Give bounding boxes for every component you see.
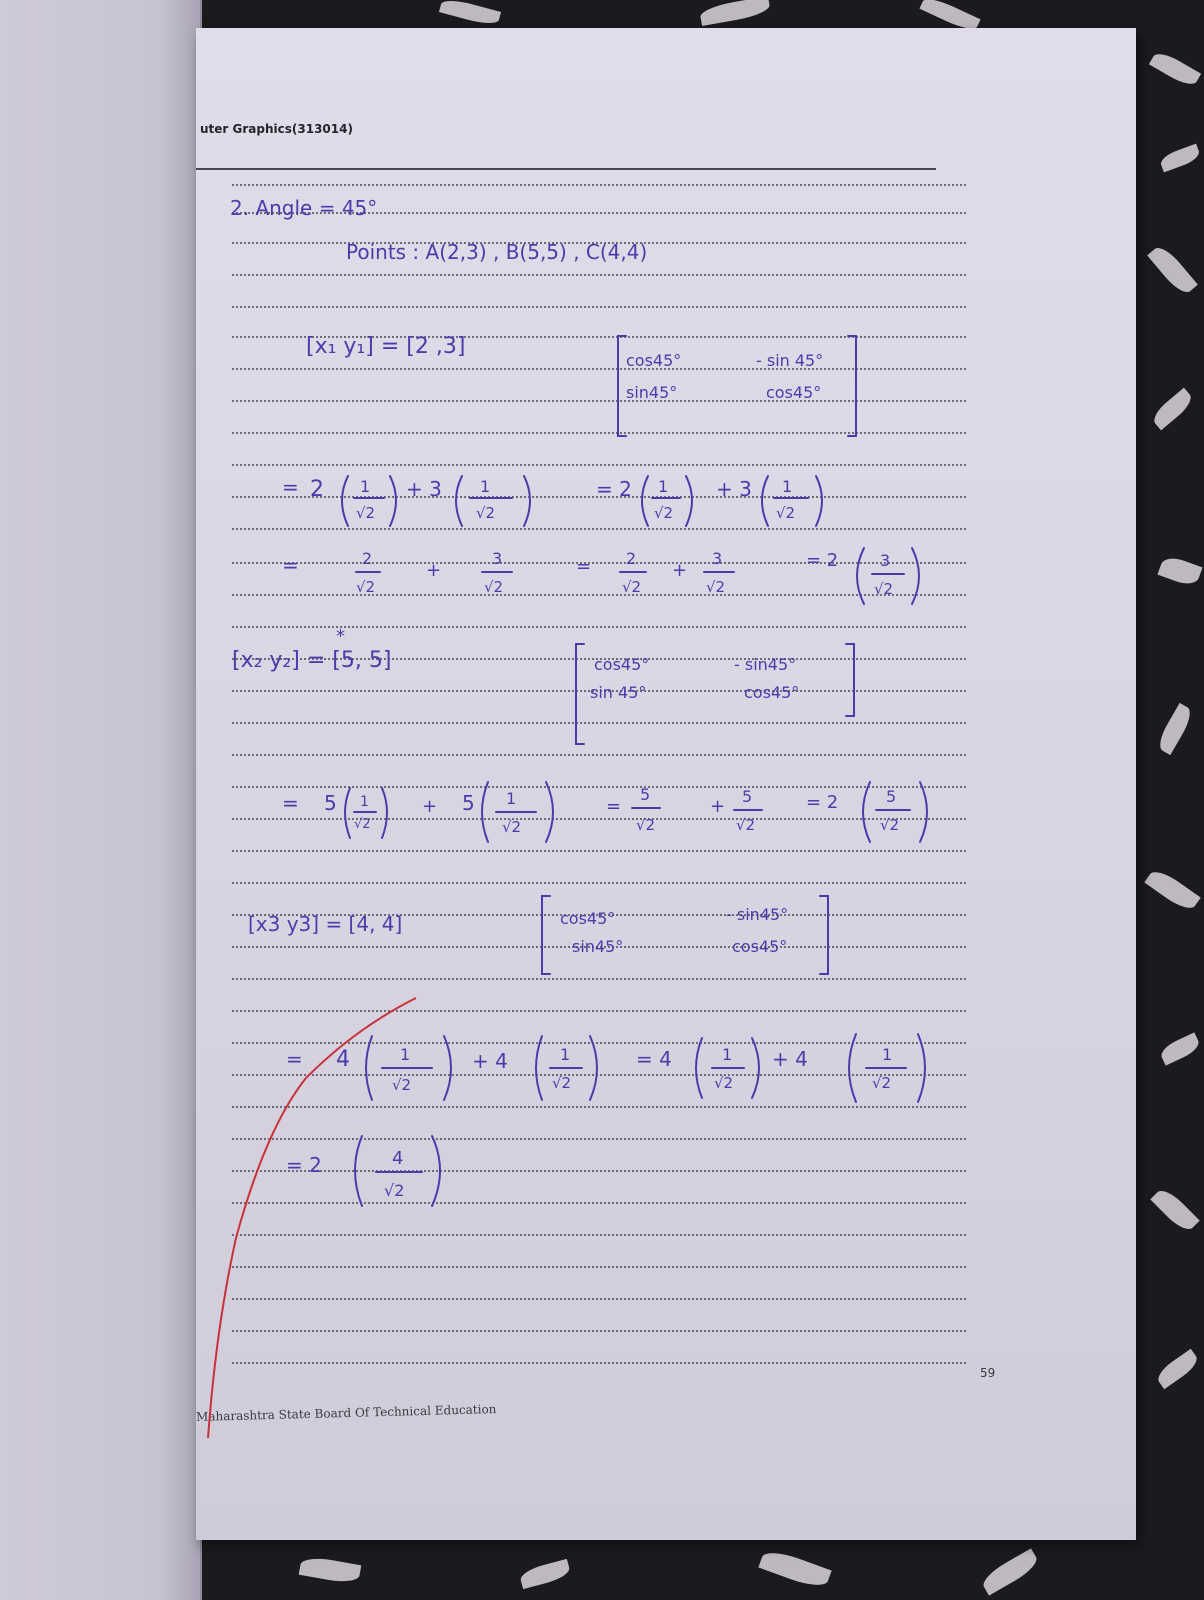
svg-text:1: 1 — [360, 794, 369, 810]
m22: cos45° — [766, 383, 822, 402]
ruled-line — [232, 306, 966, 308]
svg-text:1: 1 — [506, 789, 517, 808]
svg-text:√2: √2 — [392, 1076, 412, 1094]
svg-text:√2: √2 — [356, 504, 376, 522]
svg-text:√2: √2 — [880, 816, 900, 834]
svg-text:cos45°: cos45° — [744, 683, 800, 702]
svg-text:1: 1 — [722, 1045, 733, 1064]
svg-text:√2: √2 — [354, 817, 371, 832]
svg-text:2: 2 — [310, 477, 324, 502]
svg-text:=: = — [606, 796, 622, 817]
svg-text:= 2: = 2 — [806, 550, 839, 571]
step3-lhs: [x3 y3] = [4, 4] — [248, 912, 403, 936]
step2-lhs: [x₂ y₂] = [5, 5] — [232, 648, 392, 673]
step2-matrix — [574, 640, 874, 750]
step2-expansion — [276, 776, 976, 856]
svg-text:√2: √2 — [484, 578, 504, 596]
board-footer: Maharashtra State Board Of Technical Education — [195, 1402, 497, 1424]
svg-text:+ 4: + 4 — [472, 1049, 508, 1073]
svg-text:= 2: = 2 — [806, 792, 839, 813]
svg-text:1: 1 — [782, 477, 793, 496]
header-rule — [196, 168, 936, 170]
paren — [342, 476, 348, 526]
svg-text:2: 2 — [626, 549, 637, 568]
step3-matrix — [536, 890, 836, 980]
svg-text:+: + — [422, 796, 438, 817]
ruled-line — [232, 184, 966, 186]
m11: cos45° — [626, 351, 682, 370]
svg-text:1: 1 — [560, 1045, 571, 1064]
svg-text:+ 3: + 3 — [406, 477, 442, 501]
svg-text:1: 1 — [480, 477, 491, 496]
svg-text:=: = — [286, 1047, 303, 1071]
m21: sin45° — [626, 383, 678, 402]
svg-text:√2: √2 — [552, 1074, 572, 1092]
question-angle: 2. Angle = 45° — [230, 196, 378, 220]
svg-text:+ 3: + 3 — [716, 477, 752, 501]
course-header: uter Graphics(313014) — [200, 122, 353, 136]
m12: - sin 45° — [756, 351, 824, 370]
svg-text:5: 5 — [324, 791, 337, 815]
step1-result — [276, 542, 976, 612]
svg-text:5: 5 — [742, 787, 753, 806]
step1-expansion — [276, 466, 976, 536]
svg-text:+: + — [672, 560, 688, 581]
step2-star: * — [336, 626, 345, 647]
svg-text:√2: √2 — [356, 578, 376, 596]
svg-text:3: 3 — [492, 549, 503, 568]
step1-matrix — [616, 328, 876, 438]
ruled-line — [232, 754, 966, 756]
svg-text:5: 5 — [886, 787, 897, 806]
svg-text:4: 4 — [336, 1047, 350, 1072]
svg-text:√2: √2 — [714, 1074, 734, 1092]
svg-text:=: = — [282, 791, 299, 815]
svg-text:√2: √2 — [622, 578, 642, 596]
ruled-line — [232, 274, 966, 276]
svg-text:+ 4: + 4 — [772, 1047, 808, 1071]
svg-text:√2: √2 — [776, 504, 796, 522]
svg-text:4: 4 — [392, 1148, 404, 1169]
svg-text:+: + — [426, 560, 442, 581]
svg-text:2: 2 — [362, 549, 373, 568]
svg-text:3: 3 — [712, 549, 723, 568]
svg-text:1: 1 — [882, 1045, 893, 1064]
svg-text:√2: √2 — [874, 580, 894, 598]
svg-text:cos45°: cos45° — [732, 937, 788, 956]
matrix-bracket-right — [848, 336, 856, 436]
question-points: Points : A(2,3) , B(5,5) , C(4,4) — [346, 240, 648, 264]
svg-text:cos45°: cos45° — [560, 909, 616, 928]
svg-text:sin 45°: sin 45° — [590, 683, 647, 702]
svg-text:= 2: = 2 — [286, 1153, 322, 1177]
page-number: 59 — [980, 1366, 996, 1380]
svg-text:1: 1 — [658, 477, 669, 496]
left-book-page — [0, 0, 202, 1600]
svg-text:5: 5 — [462, 791, 475, 815]
svg-text:+: + — [710, 796, 726, 817]
svg-text:√2: √2 — [384, 1181, 405, 1200]
red-check-mark-icon — [196, 988, 456, 1448]
svg-text:sin45°: sin45° — [572, 937, 624, 956]
svg-text:=: = — [282, 553, 299, 577]
step1-lhs: [x₁ y₁] = [2 ,3] — [306, 334, 466, 359]
ruled-line — [232, 882, 966, 884]
svg-text:= 4: = 4 — [636, 1047, 672, 1071]
svg-text:√2: √2 — [636, 816, 656, 834]
svg-text:1: 1 — [400, 1045, 411, 1064]
svg-text:√2: √2 — [706, 578, 726, 596]
svg-text:√2: √2 — [872, 1074, 892, 1092]
svg-text:5: 5 — [640, 785, 651, 804]
svg-text:1: 1 — [360, 477, 371, 496]
svg-text:√2: √2 — [654, 504, 674, 522]
svg-text:√2: √2 — [502, 818, 522, 836]
svg-text:- sin45°: - sin45° — [734, 655, 797, 674]
svg-text:= 2: = 2 — [596, 477, 632, 501]
svg-text:- sin45°: - sin45° — [726, 905, 789, 924]
svg-text:√2: √2 — [476, 504, 496, 522]
svg-text:cos45°: cos45° — [594, 655, 650, 674]
svg-text:√2: √2 — [736, 816, 756, 834]
notebook-page — [196, 28, 1136, 1540]
svg-text:=: = — [576, 556, 592, 577]
matrix-bracket-left — [618, 336, 626, 436]
svg-text:=: = — [282, 475, 299, 499]
svg-text:3: 3 — [880, 551, 891, 570]
